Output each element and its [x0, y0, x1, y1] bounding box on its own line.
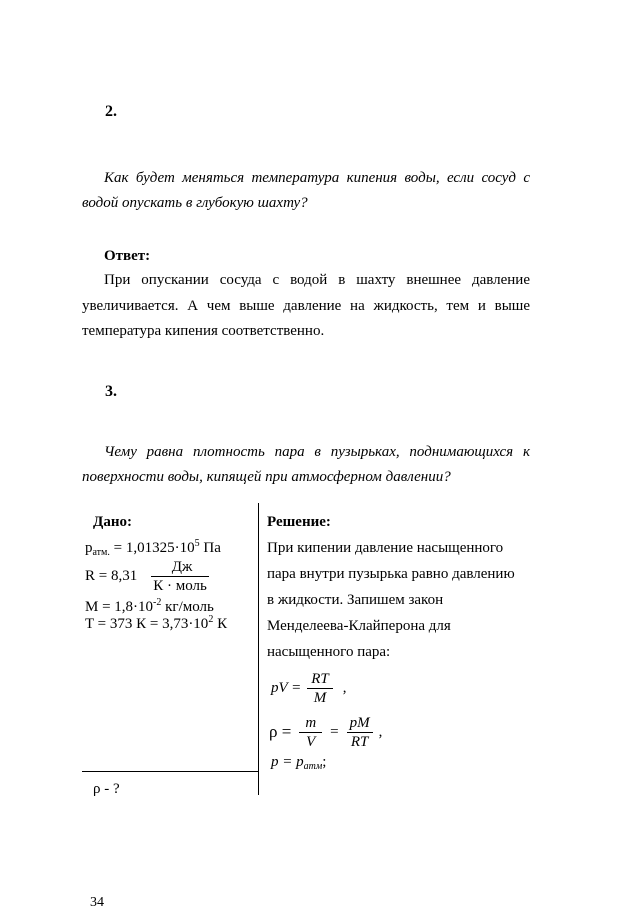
equation-density-numerator-1: m — [299, 714, 322, 733]
given-molar-mass-value: M = 1,8·10 — [85, 599, 154, 615]
page-number: 34 — [90, 895, 104, 910]
given-temperature-unit: К — [213, 616, 228, 632]
equation-density-equals: = — [330, 723, 339, 740]
given-gas-constant-value: R = 8,31 — [85, 568, 138, 584]
given-pressure-exponent: 5 — [194, 538, 200, 549]
given-pressure-subscript: атм. — [92, 547, 110, 558]
equation-ideal-gas-denominator: M — [313, 689, 327, 706]
equation-pressure-semicolon: ; — [322, 754, 327, 770]
equation-ideal-gas-fraction — [307, 670, 333, 707]
equation-ideal-gas-lhs: pV = — [271, 679, 302, 696]
equation-pressure-subscript: атм — [303, 761, 323, 772]
equation-density-lhs: ρ = — [269, 722, 292, 741]
given-temperature — [85, 614, 227, 634]
given-temperature-value: T = 373 К = 3,73·10 — [85, 616, 209, 632]
problem-3-number: 3. — [105, 383, 117, 400]
table-vertical-divider — [258, 503, 259, 795]
problem-3-question-line-2: поверхности воды, кипящей при атмосферном давлении? — [82, 469, 451, 485]
solution-line-1: При кипении давление насыщенного — [267, 540, 504, 556]
problem-2-answer-line-2: увеличивается. А чем выше давление на жидкость, тем и выше — [82, 298, 530, 314]
find-density: ρ - ? — [93, 781, 120, 797]
given-pressure-value: = 1,01325·10 — [109, 540, 195, 556]
given-molar-mass-exponent: -2 — [153, 597, 162, 608]
problem-2-number: 2. — [105, 103, 117, 120]
given-pressure-unit: Па — [199, 540, 221, 556]
table-horizontal-divider — [82, 771, 258, 772]
solution-line-2: пара внутри пузырька равно давлению — [267, 566, 515, 582]
equation-ideal-gas — [271, 668, 347, 708]
solution-line-5: насыщенного пара: — [267, 644, 391, 660]
solution-line-3: в жидкости. Запишем закон — [267, 592, 444, 608]
problem-2-answer-line-3: температура кипения соответственно. — [82, 323, 325, 339]
given-gas-constant-unit — [151, 558, 209, 595]
equation-density-fraction-1 — [299, 714, 322, 751]
given-label: Дано: — [93, 514, 132, 530]
equation-density-numerator-2: pM — [347, 714, 373, 733]
problem-2-question-line-1: Как будет меняться температура кипения воды, если сосуд с — [104, 170, 530, 186]
given-temperature-exponent: 2 — [208, 614, 214, 625]
given-gas-constant — [85, 558, 209, 594]
given-pressure-symbol: p — [85, 540, 93, 556]
solution-line-4: Менделеева-Клайперона для — [267, 618, 451, 634]
given-pressure — [85, 538, 221, 558]
equation-density-denominator-1: V — [306, 733, 316, 750]
equation-density-fraction-2 — [347, 714, 373, 751]
solution-label: Решение: — [267, 514, 331, 530]
equation-density-denominator-2: RT — [350, 733, 369, 750]
equation-pressure-lhs: p = p — [271, 754, 304, 770]
equation-density — [269, 712, 382, 752]
equation-density-comma: , — [378, 723, 383, 740]
given-gas-constant-unit-numerator: Дж — [151, 558, 209, 577]
equation-ideal-gas-comma: , — [342, 679, 347, 696]
equation-pressure — [271, 752, 326, 772]
problem-2-answer-label: Ответ: — [104, 248, 151, 264]
problem-2-question-line-2: водой опускать в глубокую шахту? — [82, 195, 308, 211]
problem-3-question-line-1: Чему равна плотность пара в пузырьках, поднимающихся к — [104, 444, 530, 460]
given-gas-constant-unit-denominator: К · моль — [153, 577, 207, 594]
problem-2-answer-line-1: При опускании сосуда с водой в шахту внешнее давление — [104, 272, 530, 288]
given-molar-mass-unit: кг/моль — [161, 599, 214, 615]
equation-ideal-gas-numerator: RT — [307, 670, 333, 689]
